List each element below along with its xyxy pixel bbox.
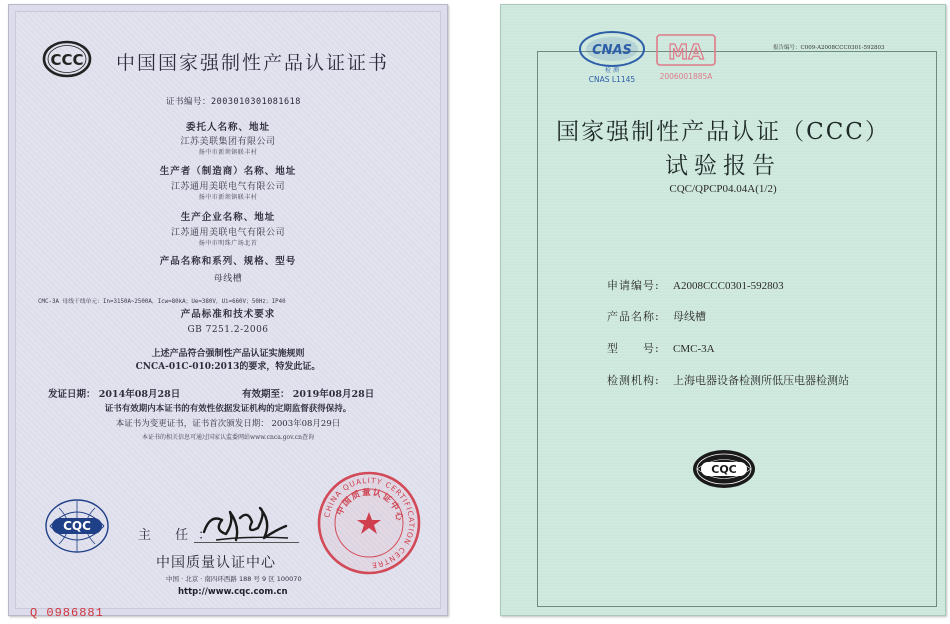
svg-text:CNAS: CNAS xyxy=(592,43,632,58)
issuing-center-url: http://www.cqc.com.cn xyxy=(178,587,288,597)
factory-address: 扬中市明珠广场北首 xyxy=(198,240,258,247)
product-name: 母线槽 xyxy=(213,274,243,284)
svg-text:CCC: CCC xyxy=(50,51,84,69)
factory-name: 江苏通用美联电气有限公司 xyxy=(170,228,285,238)
application-number-field xyxy=(607,277,784,293)
client-name: 江苏美联集团有限公司 xyxy=(180,137,276,147)
certificate-number-label: 证书编号： xyxy=(166,97,212,107)
certificate-serial: Q 0986881 xyxy=(30,606,104,620)
field-label: 产品名称: xyxy=(607,310,660,323)
field-label: 申请编号: xyxy=(607,279,660,292)
factory-label: 生产企业名称、地址 xyxy=(180,212,276,223)
standard-value: GB 7251.2-2006 xyxy=(187,325,269,335)
conformity-line-2: CNCA-01C-010:2013的要求，特发此证。 xyxy=(135,362,321,372)
cqc-logo-icon xyxy=(44,498,110,554)
issue-date: 发证日期： 2014年08月28日 xyxy=(48,389,181,400)
ccc-certificate xyxy=(8,4,448,620)
certificate-paper xyxy=(15,11,441,620)
report-subtitle: 试验报告 xyxy=(665,153,781,179)
manufacturer-label: 生产者（制造商）名称、地址 xyxy=(159,166,297,177)
report-form-code: CQC/QPCP04.04A(1/2) xyxy=(669,183,777,195)
field-value: 母线槽 xyxy=(673,311,706,323)
field-label: 型 号: xyxy=(607,342,660,355)
field-value: A2008CCC0301-592803 xyxy=(673,280,784,292)
cqc-report-logo-icon xyxy=(691,448,757,490)
svg-text:CNAS L1145: CNAS L1145 xyxy=(588,75,636,84)
validity-note: 证书有效期内本证书的有效性依据发证机构的定期监督获得保持。 xyxy=(104,404,352,414)
query-note: 本证书的相关信息可通过国家认监委网站www.cnca.gov.cn查询 xyxy=(142,434,314,441)
manufacturer-name: 江苏通用美联电气有限公司 xyxy=(170,182,285,192)
issuing-center-address: 中国 · 北京 · 南四环西路 188 号 9 区 100070 xyxy=(166,575,302,583)
field-value: CMC-3A xyxy=(673,343,715,355)
client-address: 扬中市新坝镇联丰村 xyxy=(198,149,258,156)
valid-until: 有效期至： 2019年08月28日 xyxy=(242,389,375,400)
report-number-top: 报告编号：C009-A2008CCC0301-592803 xyxy=(773,45,885,51)
conformity-line-1: 上述产品符合强制性产品认证实施规则 xyxy=(151,349,305,359)
manufacturer-address: 扬中市新坝镇联丰村 xyxy=(198,194,258,201)
svg-text:中国质量认证中心: 中国质量认证中心 xyxy=(335,487,405,523)
ccc-test-report xyxy=(500,4,946,616)
official-seal-icon xyxy=(314,468,424,578)
product-label: 产品名称和系列、规格、型号 xyxy=(159,256,297,267)
product-spec: CMC-3A 母线干线单元：In=3150A~2500A，Icw=80kA；Ue=380V，Ui=660V；50Hz；IP40 xyxy=(38,299,286,305)
model-field xyxy=(607,340,715,356)
issuing-center-name: 中国质量认证中心 xyxy=(156,555,276,571)
svg-text:CHINA QUALITY CERTIFICATION CE: CHINA QUALITY CERTIFICATION CENTRE xyxy=(322,475,417,571)
standard-label: 产品标准和技术要求 xyxy=(180,309,276,320)
svg-text:2006001885A: 2006001885A xyxy=(659,72,713,81)
director-label: 主 任： xyxy=(138,528,222,543)
certificate-number xyxy=(166,95,301,107)
field-label: 检测机构: xyxy=(607,374,660,387)
svg-text:CQC: CQC xyxy=(711,463,737,476)
ccc-logo-icon xyxy=(42,40,92,78)
field-value: 上海电器设备检测所低压电器检测站 xyxy=(673,375,849,387)
svg-text:CQC: CQC xyxy=(63,519,91,533)
client-label: 委托人名称、地址 xyxy=(185,122,270,133)
product-name-field xyxy=(607,308,706,324)
change-note: 本证书为变更证书，证书首次颁发日期： 2003年08月29日 xyxy=(115,419,341,429)
report-title: 国家强制性产品认证（CCC） xyxy=(556,119,890,145)
svg-text:MA: MA xyxy=(668,40,704,64)
cnas-logo-icon xyxy=(577,27,647,85)
certificate-number-value: 2003010301081618 xyxy=(211,97,301,107)
cma-logo-icon xyxy=(651,29,721,85)
svg-text:检 测: 检 测 xyxy=(605,67,619,74)
certificate-title: 中国国家强制性产品认证证书 xyxy=(116,52,390,74)
testing-agency-field xyxy=(607,372,849,388)
signature-line xyxy=(194,542,299,543)
